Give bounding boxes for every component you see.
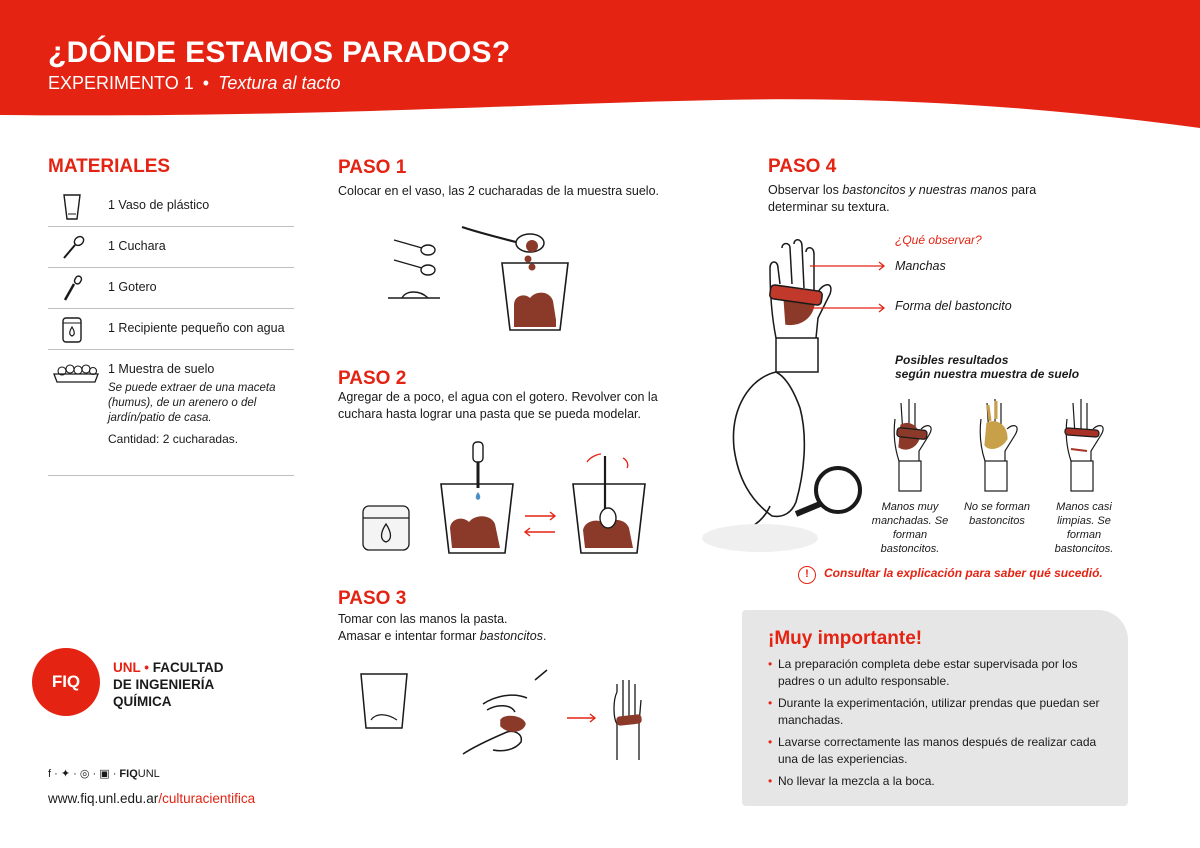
observe-label-stains: Manchas [895,259,946,273]
arrow-icon [567,714,595,722]
cup-with-soil-icon [462,227,568,330]
material-label: 1 Gotero [108,280,157,294]
list-item [48,227,294,268]
step-3-line-2 [338,628,698,645]
soil-sample-icon [50,356,102,386]
step-2-title: PASO 2 [338,368,407,389]
experiment-topic: Textura al tacto [218,73,341,93]
url-base: www.fiq.unl.edu.ar [48,791,159,806]
list-item: • La preparación completa debe estar supervisada por los padres o un adulto responsable. [768,656,1108,690]
material-label: 1 Vaso de plástico [108,198,210,212]
twitter-icon[interactable]: ✦ [60,768,71,780]
result-label-1: Manos muy manchadas. Se forman bastoncitos. [871,501,949,555]
page-subtitle [48,73,340,94]
consult-note [798,566,1103,584]
social-handle-bold: FIQ [119,768,138,780]
soil-quantity: Cantidad: 2 cucharadas. [108,432,239,446]
hand-very-stained-icon [894,399,931,491]
hand-clean-icon [1065,399,1103,491]
experiment-label: EXPERIMENTO 1 [48,73,194,93]
soil-note: Se puede extraer de una maceta (humus), de un arenero o del jardín/patio de casa. [108,382,276,424]
list-item: • No llevar la mezcla a la boca. [768,773,1108,790]
cup-icon [361,674,407,728]
important-title: ¡Muy importante! [768,628,923,649]
faculty-separator: • [140,660,153,675]
list-item: • Lavarse correctamente las manos después de realizar cada una de las experiencias. [768,734,1108,768]
list-item [48,186,294,227]
water-container-icon [52,315,92,345]
kneading-hands-icon [463,670,547,754]
materials-list [48,186,294,476]
step-3-illustration [355,660,655,775]
list-item: • Durante la experimentación, utilizar prendas que puedan ser manchadas. [768,695,1108,729]
social-links: f · ✦ · ◎ · ▣ · FIQUNL [48,768,160,780]
step-4-text-start: Observar los [768,183,843,197]
observer-body-icon [702,372,818,552]
faculty-word: FACULTAD [152,660,224,675]
step-1-text: Colocar en el vaso, las 2 cucharadas de la muestra suelo. [338,184,660,198]
facebook-icon[interactable]: f [48,768,52,780]
step-3-line-1: Tomar con las manos la pasta. [338,612,508,626]
list-item [48,268,294,309]
hand-sandy-icon [980,399,1017,491]
result-label-2: No se forman bastoncitos [963,501,1031,527]
cup-stirring-icon [573,454,645,553]
results-title [895,353,1079,381]
subtitle-separator: • [202,73,210,93]
faculty-line-3: QUÍMICA [113,694,172,709]
step-1-title: PASO 1 [338,157,407,178]
step-3-line-2-start: Amasar e intentar formar [338,629,480,643]
water-container-icon [363,506,409,550]
material-label: 1 Muestra de suelo [108,362,215,376]
results-hands [885,395,1125,495]
faculty-name [113,659,224,710]
material-label: 1 Cuchara [108,239,166,253]
consult-text: Consultar la explicación para saber qué sucedió. [824,566,1103,580]
magnifying-glass-icon [796,468,860,514]
faculty-line-2: DE INGENIERÍA [113,677,215,692]
observe-question: ¿Qué observar? [895,233,982,247]
step-4-text [768,182,1078,216]
observe-arrows [808,258,888,318]
dropper-icon [52,274,92,304]
instagram-icon[interactable]: ◎ [79,768,90,780]
spoon-icon [52,233,92,263]
hand-with-stick-icon [614,680,641,760]
results-title-line-2: según nuestra muestra de suelo [895,367,1080,381]
reversible-arrows-icon [525,512,555,536]
important-list [768,656,1108,795]
social-handle: UNL [137,768,160,780]
observe-label-shape: Forma del bastoncito [895,299,1012,313]
dropper-icon [473,442,483,500]
unl-label: UNL [113,660,141,675]
step-3-emphasis: bastoncitos [479,629,543,643]
list-item [48,350,294,476]
step-3-title: PASO 3 [338,588,407,609]
step-4-title: PASO 4 [768,156,837,177]
fiq-logo: FIQ [32,648,100,716]
material-label: 1 Recipiente pequeño con agua [108,321,285,335]
important-box [742,610,1128,806]
step-3-line-2-end: . [542,629,547,643]
linkedin-icon[interactable]: ▣ [99,768,110,780]
spoons-icon [388,240,440,298]
step-4-emphasis: bastoncitos y nuestras manos [842,183,1008,197]
step-4-text-end: para determinar su textura. [768,183,1037,214]
page-title: ¿DÓNDE ESTAMOS PARADOS? [48,36,511,69]
result-label-3: Manos casi limpias. Se forman bastoncitos. [1054,501,1114,555]
step-2-text: Agregar de a poco, el agua con el gotero. Revolver con la cuchara hasta lograr una pasta que se pueda modelar. [338,390,658,421]
results-title-line-1: Posibles resultados [895,353,1009,367]
cup-icon [52,192,92,222]
url-path: /culturacientifica [158,791,256,806]
materials-title: MATERIALES [48,156,171,177]
step-1-illustration [380,215,580,335]
website-link[interactable] [48,791,255,806]
alert-icon: ! [798,566,816,584]
list-item [48,309,294,350]
header-banner [0,0,1200,135]
step-3-text [338,611,698,645]
step-2-illustration [355,438,650,558]
faculty-line-1 [113,659,224,676]
